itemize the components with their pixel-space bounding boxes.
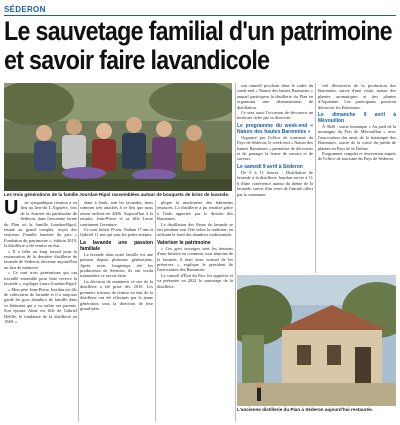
distillery-photo-caption: L'ancienne distillerie du Plan à Séderon aujourd'hui restaurée. — [237, 407, 373, 412]
drop-cap: U — [4, 200, 19, 219]
headline-line-1: Le sauvetage familial d'un patrimoine — [4, 16, 392, 46]
col2-subheading: La lavande une passion familiale — [80, 239, 153, 252]
distillery-photo — [237, 275, 396, 406]
col1-paragraph: « Il a fallu un long travail pour la restauration de la dernière distillerie de lavande de Séderon, devenue aujourd'hui un lieu de mémoire. — [4, 248, 77, 270]
family-photo — [4, 83, 232, 191]
col4-paragraph: son samedi prochain dans le cadre du week-end « Nature des hautes Baronnies » auquel participera la distillerie du Plan en organisant une démonstration de distillation. — [237, 83, 313, 110]
column-3 — [157, 200, 233, 422]
col1-paragraph: « Mon père Jean-Pierre Jourdan est fils de cultivateur de lavande et il a toujours gardé les gros alambics de famille dans ce bâtiment qui a vu naître ses parents. Son épouse Aline est fille de Gabriel Delille, le fondateur de la distillerie en 1948. » — [4, 286, 77, 324]
col3-subheading: Valoriser le patrimoine — [157, 239, 211, 246]
col5-paragraph: ciel découverts de la production des Baronnies, suivie d'une visite, autour des plantes aromatiques et des plantes d'Aquitaine. Les participants pourront découvrir les Baronnies. — [318, 83, 396, 110]
col1-paragraph: « Ce sont trois générations qui ont travaillé ensemble pour faire revivre la lavande », explique Laure Jourdan-Ripol. — [4, 270, 77, 287]
col3-paragraph: plique la machinerie des bâtiments restaurés. La distillerie a pu renaître grâce à l'aide apportée par le dossier des Baronnies. — [157, 200, 233, 222]
column-divider — [78, 200, 79, 422]
headline — [4, 16, 392, 75]
column-divider — [315, 83, 316, 273]
column-1 — [4, 200, 77, 422]
col2-paragraph: Ce sont Julien 19 ans, Nathan 17 ans et Gabriel 11 ans qui sont les petits-enfants. — [80, 227, 153, 238]
headline-line-2: et savoir faire lavandicole — [4, 45, 270, 75]
rubric-label: SÉDERON — [4, 4, 46, 14]
column-divider — [235, 83, 236, 422]
page-header — [4, 4, 46, 14]
col5-paragraph: À 9h30 : sortie botanique « Au pied de la montagne du Fort de Mévouillon » avec l'association des amis de la botanique des Baronnies, suivie de la visite du jardin de plantes en Pays de la Drôme. — [318, 124, 396, 151]
column-5 — [318, 83, 396, 273]
col5-paragraph: Programme complet et réservation auprès de l'office de tourisme du Pays de Séderon. — [318, 151, 396, 162]
col1-paragraph: ne sympathique réunion a eu lieu au lieu-dit L'Aiguière, lors de la Journée du patrimoine de Séderon, dans l'ancienne ferme du Plan où la famille Jourdan-Ripol, réunie au grand complet, reçoit des visiteurs. Famille lauréate du prix « Fondation du patrimoine », édition 2019, la distillerie a été remise en état. — [4, 200, 77, 249]
col3-paragraph: Le conseil d'État du Parc les apprécie et va présenter en 2022 le sauvetage de la distillerie. — [157, 272, 233, 289]
col4-subheading: Le programme du week-end « Nature des hautes Baronnies » — [237, 122, 313, 135]
family-photo-caption: Les trois générations de la famille Jourdan-Ripol rassemblées autour de bouquets de brins de lavande. — [4, 192, 230, 197]
col4-subheading: Le samedi 9 avril à Séderon — [237, 163, 303, 170]
column-divider — [155, 200, 156, 422]
col3-paragraph: « Ces gros ouvrages sont les témoins d'une histoire en commun, tous témoins de la lavande, il était donc normal de les préserver », explique le président de l'association des Baronnies. — [157, 245, 233, 273]
column-2 — [80, 200, 153, 422]
col2-paragraph: La lavande dans notre famille est une passion depuis plusieurs générations. Après avoir longtemps été les producteurs de Séderon, ils ont voulu transmettre ce savoir-faire. — [80, 251, 153, 279]
col2-paragraph: étant à Sault, tant les lavandes, nous sommes très attachés à ce lieu que nous avons racheté en 2006. Aujourd'hui à la retraite, Jean-Pierre et sa fille Laure continuent l'aventure. — [80, 200, 153, 227]
col4-paragraph: Organisé par l'office de tourisme du Pays de Séderon, le week-end « Nature des hautes Baronnies » permettra de découvrir et de partager la ferme de savoirs et de saveurs. — [237, 134, 313, 162]
col5-subheading: Le dimanche 9 avril à Mévouillon — [318, 112, 396, 125]
col4-paragraph: De 9 à 11 heures : Distillation de lavande à la distillerie Jourdan suivie à 11 h d'une conférence autour du thème de la lavande, suivie d'un verre de l'amitié offert par la commune. — [237, 169, 313, 197]
column-4 — [237, 83, 313, 273]
col3-paragraph: Le distillation des fleurs de lavande se fait pendant tout l'été selon la tradition, en utilisant le fond des alambics traditionnels. — [157, 221, 233, 238]
col2-paragraph: La décision de maintenir ce site de la distillerie a été prise dès 2019. Les premiers travaux de remise en état de la distillerie ont été effectués par la jeune génération sous la direction de leur grand-père. — [80, 278, 153, 311]
col4-paragraph: Ce sera aussi l'occasion de découvrir un territoire riche par sa diversité. — [237, 110, 313, 121]
